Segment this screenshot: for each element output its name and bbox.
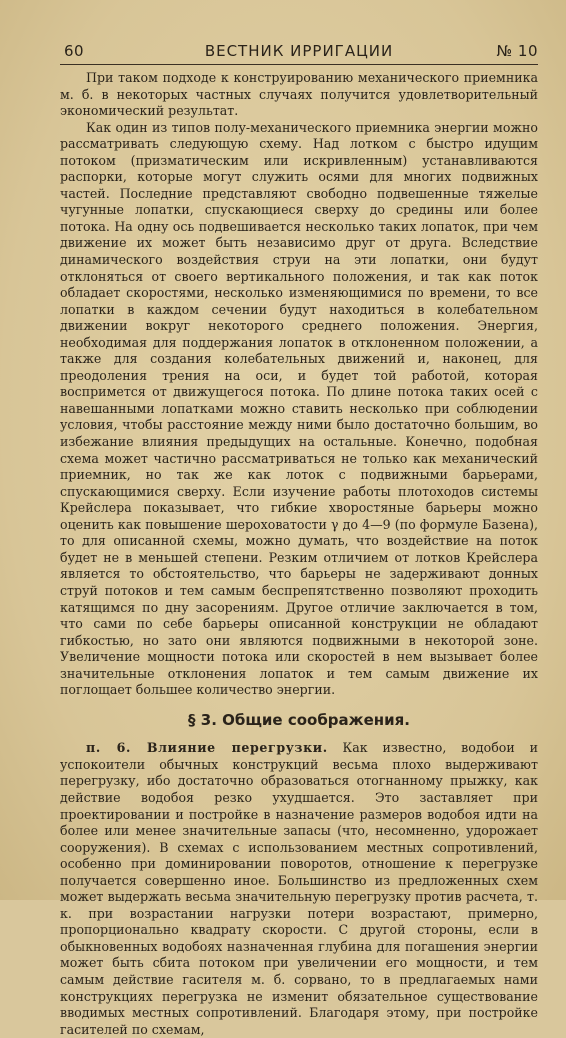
subsection-heading: п. 6. Влияние перегрузки.	[86, 740, 328, 756]
section-heading: § 3. Общие соображения.	[188, 710, 410, 729]
article-body	[60, 70, 538, 1038]
subsection-text: Как известно, водобои и успокоители обычных конструкций весьма плохо выдерживают перегрузку, ибо достаточно образоваться отогнанному прыжку, как действие водобоя резко ухудшается. Это заставляет при проектировании и постройке в назначение размеров водобоя идти на более или менее значительные запасы (что, несомненно, удорожает сооружения). В схемах с использованием местных сопротивлений, особенно при доминировании поворотов, отношение к перегрузке получается совершенно иное. Большинство из предложенных схем может выдержать весьма значительную перегрузку против расчета, т. к. при возрастании нагрузки потери возрастают, примерно, пропорционально квадрату скорости. С другой стороны, если в обыкновенных водобоях назначенная глубина для погашения энергии может быть сбита потоком при увеличении его мощности, и тем самым действие гасителя м. б. сорвано, то в предлагаемых нами конструкциях перегрузка не изменит обязательное существование вводимых местных сопротивлений. Благодаря этому, при постройке гасителей по схемам,	[60, 740, 538, 1037]
paragraph-scheme: Как один из типов полу-механического приемника энергии можно рассматривать следующую схему. Над лотком с быстро идущим потоком (призматическим или искривленным) устанавливаются распорки, которые могут служить осями для многих подвижных частей. Последние представляют свободно подвешенные тяжелые чугунные лопатки, спускающиеся сверху до средины или более потока. На одну ось подвешивается несколько таких лопаток, при чем движение их может быть независимо друг от друга. Вследствие динамического воздействия струи на эти лопатки, они будут отклоняться от своего вертикального положения, и так как поток обладает скоростями, несколько изменяющимися по времени, то все лопатки в каждом сечении будут находиться в колебательном движении вокруг некоторого среднего положения. Энергия, необходимая для поддержания лопаток в отклоненном положении, а также для создания колебательных движений и, наконец, для преодоления трения на оси, и будет той работой, которая воспримется от движущегося потока. По длине потока таких осей с навешанными лопатками можно ставить несколько при соблюдении условия, чтобы расстояние между ними было достаточно большим, во избежание влияния предыдущих на остальные. Конечно, подобная схема может частично рассматриваться не только как механический приемник, но так же как лоток с подвижными барьерами, спускающимися сверху. Если изучение работы плотоходов системы Крейслера показывает, что гибкие хворостяные барьеры можно оценить как повышение шероховатости γ до 4—9 (по формуле Базена), то для описанной схемы, можно думать, что воздействие на поток будет не в меньшей степени. Резким отличием от лотков Крейслера является то обстоятельство, что барьеры не задерживают донных струй потоков и тем самым беспрепятственно позволяют проходить катящимся по дну засорениям. Другое отличие заключается в том, что сами по себе барьеры описанной конструкции не обладают гибкостью, но зато они являются подвижными в некоторой зоне. Увеличение мощности потока или скоростей в нем вызывает более значительные отклонения лопаток и тем самым движение их поглощает большее количество энергии.	[60, 119, 538, 698]
header-rule	[60, 64, 538, 65]
issue-number: № 10	[496, 42, 538, 60]
page-number: 60	[64, 42, 85, 60]
journal-title: ВЕСТНИК ИРРИГАЦИИ	[204, 42, 394, 60]
paragraph-overload	[60, 740, 538, 1038]
paragraph-intro: При таком подходе к конструированию механического приемника м. б. в некоторых частных случаях получится удовлетворительный экономический результат.	[60, 70, 538, 119]
running-header	[60, 40, 538, 64]
